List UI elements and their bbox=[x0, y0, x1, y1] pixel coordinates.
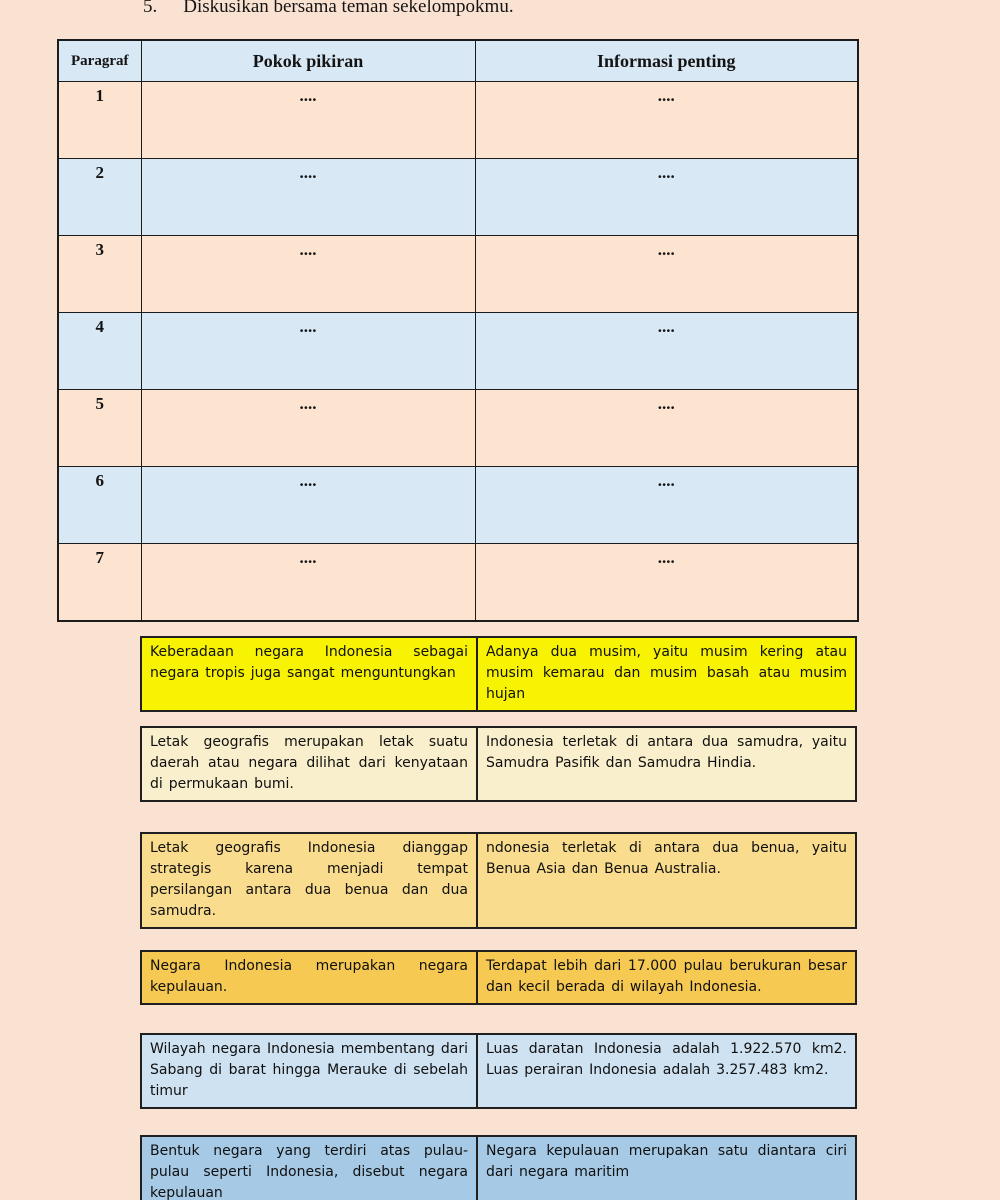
pokok-pikiran-text[interactable]: Letak geografis merupakan letak suatu daerah atau negara dilihat dari kenyataan di permukaan bumi. bbox=[150, 734, 468, 792]
pokok-pikiran-text[interactable]: Keberadaan negara Indonesia sebagai negara tropis juga sangat menguntungkan bbox=[150, 644, 468, 681]
pokok-pikiran-text[interactable]: Wilayah negara Indonesia membentang dari Sabang di barat hingga Merauke di sebelah timur bbox=[150, 1041, 468, 1099]
pokok-pikiran-text[interactable]: Letak geografis Indonesia dianggap strategis karena menjadi tempat persilangan antara dua benua dan dua samudra. bbox=[150, 840, 468, 919]
pokok-dropzone[interactable]: .... bbox=[141, 82, 475, 159]
info-dropzone[interactable]: .... bbox=[475, 390, 858, 467]
table-row bbox=[58, 544, 858, 622]
table-row bbox=[58, 467, 858, 544]
pokok-pikiran-text[interactable]: Negara Indonesia merupakan negara kepulauan. bbox=[150, 958, 468, 995]
pokok-dropzone[interactable]: .... bbox=[141, 390, 475, 467]
pokok-dropzone[interactable]: .... bbox=[141, 544, 475, 622]
info-dropzone[interactable]: .... bbox=[475, 159, 858, 236]
info-dropzone[interactable]: .... bbox=[475, 467, 858, 544]
answer-table bbox=[57, 39, 859, 622]
table-row bbox=[58, 313, 858, 390]
match-box-letak-geografis[interactable] bbox=[140, 726, 857, 802]
row-number: 2 bbox=[58, 159, 141, 236]
informasi-penting-text[interactable]: Luas daratan Indonesia adalah 1.922.570 km2. Luas perairan Indonesia adalah 3.257.483 km2. bbox=[476, 1035, 855, 1107]
match-box-tropis[interactable] bbox=[140, 636, 857, 712]
info-dropzone[interactable]: .... bbox=[475, 82, 858, 159]
informasi-penting-text[interactable]: Terdapat lebih dari 17.000 pulau berukuran besar dan kecil berada di wilayah Indonesia. bbox=[476, 952, 855, 1003]
informasi-penting-text[interactable]: ndonesia terletak di antara dua benua, yaitu Benua Asia dan Benua Australia. bbox=[476, 834, 855, 927]
info-dropzone[interactable]: .... bbox=[475, 313, 858, 390]
match-box-strategis[interactable] bbox=[140, 832, 857, 929]
match-box-maritim[interactable] bbox=[140, 1135, 857, 1200]
row-number: 4 bbox=[58, 313, 141, 390]
informasi-penting-text[interactable]: Negara kepulauan merupakan satu diantara ciri dari negara maritim bbox=[476, 1137, 855, 1200]
table-row bbox=[58, 159, 858, 236]
row-number: 1 bbox=[58, 82, 141, 159]
instruction-text: Diskusikan bersama teman sekelompokmu. bbox=[183, 0, 514, 17]
table-header-row bbox=[58, 40, 858, 82]
instruction-line bbox=[143, 0, 514, 18]
pokok-dropzone[interactable]: .... bbox=[141, 467, 475, 544]
row-number: 5 bbox=[58, 390, 141, 467]
informasi-penting-text[interactable]: Indonesia terletak di antara dua samudra, yaitu Samudra Pasifik dan Samudra Hindia. bbox=[476, 728, 855, 800]
row-number: 7 bbox=[58, 544, 141, 622]
instruction-number: 5. bbox=[143, 0, 158, 17]
header-pokok-pikiran: Pokok pikiran bbox=[141, 40, 475, 82]
informasi-penting-text[interactable]: Adanya dua musim, yaitu musim kering atau musim kemarau dan musim basah atau musim hujan bbox=[476, 638, 855, 710]
info-dropzone[interactable]: .... bbox=[475, 236, 858, 313]
info-dropzone[interactable]: .... bbox=[475, 544, 858, 622]
pokok-dropzone[interactable]: .... bbox=[141, 159, 475, 236]
row-number: 6 bbox=[58, 467, 141, 544]
header-paragraf: Paragraf bbox=[58, 40, 141, 82]
header-informasi-penting: Informasi penting bbox=[475, 40, 858, 82]
pokok-dropzone[interactable]: .... bbox=[141, 236, 475, 313]
table-row bbox=[58, 236, 858, 313]
match-box-wilayah[interactable] bbox=[140, 1033, 857, 1109]
match-box-kepulauan[interactable] bbox=[140, 950, 857, 1005]
pokok-pikiran-text[interactable]: Bentuk negara yang terdiri atas pulau-pulau seperti Indonesia, disebut negara kepulauan bbox=[150, 1143, 468, 1200]
table-row bbox=[58, 82, 858, 159]
pokok-dropzone[interactable]: .... bbox=[141, 313, 475, 390]
row-number: 3 bbox=[58, 236, 141, 313]
table-row bbox=[58, 390, 858, 467]
